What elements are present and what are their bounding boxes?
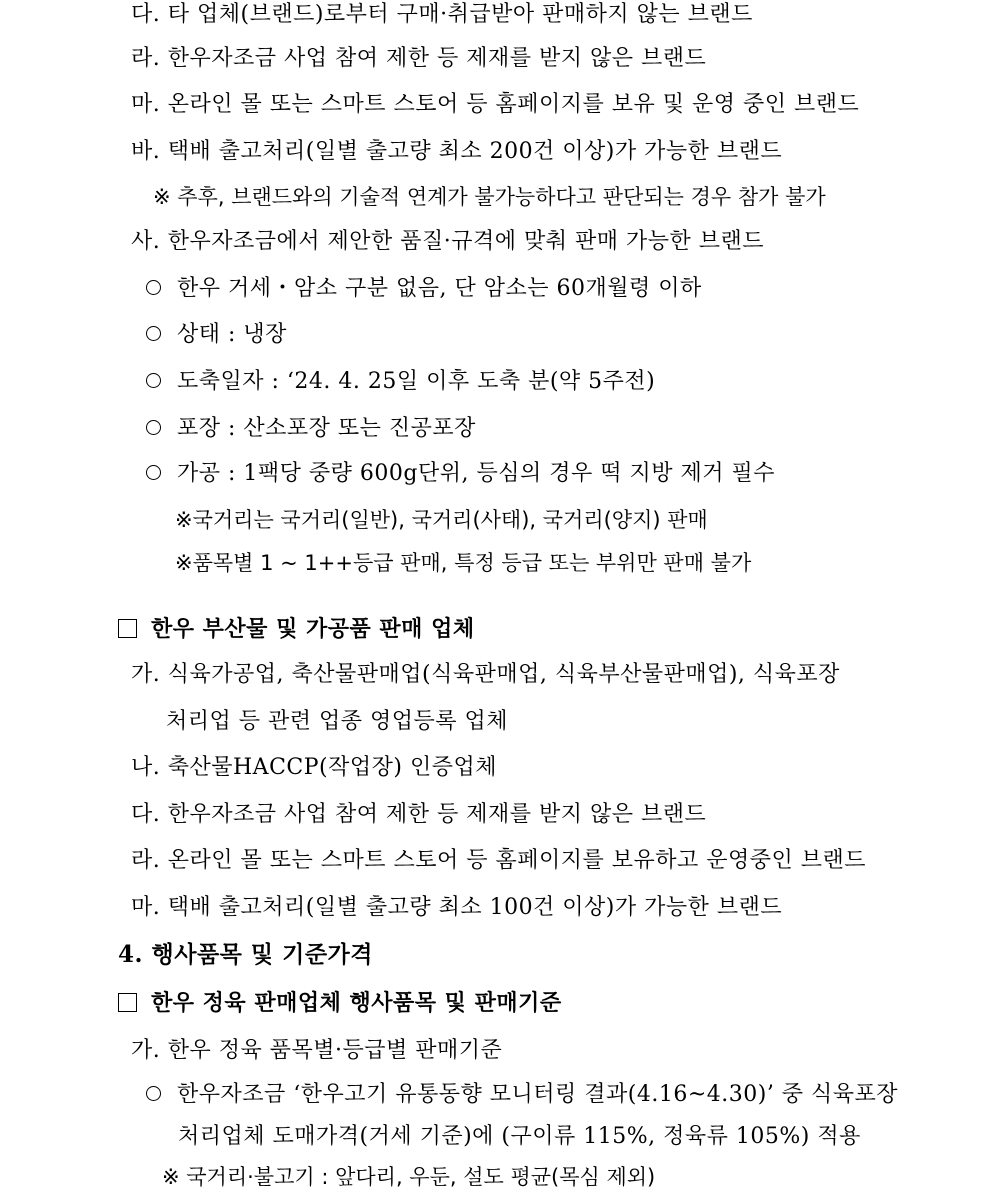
spec-note-grade: ※품목별 1 ~ 1++등급 판매, 특정 등급 또는 부위만 판매 불가 xyxy=(175,551,752,575)
section-header-byproducts xyxy=(118,614,475,644)
spec-text: 한우자조금 ‘한우고기 유통동향 모니터링 결과(4.16~4.30)’ 중 식육포장 xyxy=(177,1082,899,1107)
circle-bullet-icon xyxy=(146,280,161,295)
circle-bullet-icon xyxy=(146,326,161,341)
spec-item-packaging xyxy=(146,414,476,444)
checkbox-square-icon xyxy=(118,619,137,638)
meat-price-rule-cont: 처리업체 도매가격(거세 기준)에 (구이류 115%, 정육류 105%) 적용 xyxy=(178,1124,861,1149)
criteria-note: ※ 추후, 브랜드와의 기술적 연계가 불가능하다고 판단되는 경우 참가 불가 xyxy=(153,185,826,209)
byproduct-item-ga: 가. 식육가공업, 축산물판매업(식육판매업, 식육부산물판매업), 식육포장 xyxy=(131,662,840,687)
spec-note-soup: ※국거리는 국거리(일반), 국거리(사태), 국거리(양지) 판매 xyxy=(175,508,708,532)
spec-text: 도축일자 : ‘24. 4. 25일 이후 도축 분(약 5주전) xyxy=(177,369,656,394)
criteria-item-ma: 마. 온라인 몰 또는 스마트 스토어 등 홈페이지를 보유 및 운영 중인 브랜드 xyxy=(131,92,860,117)
circle-bullet-icon xyxy=(146,373,161,388)
byproduct-item-ma: 마. 택배 출고처리(일별 출고량 최소 100건 이상)가 가능한 브랜드 xyxy=(131,895,783,920)
criteria-item-ra: 라. 한우자조금 사업 참여 제한 등 제재를 받지 않은 브랜드 xyxy=(131,46,707,71)
checkbox-square-icon xyxy=(118,993,137,1012)
criteria-item-da: 다. 타 업체(브랜드)로부터 구매·취급받아 판매하지 않는 브랜드 xyxy=(131,2,753,27)
section-header-text: 한우 정육 판매업체 행사품목 및 판매기준 xyxy=(151,990,562,1016)
spec-text: 한우 거세・암소 구분 없음, 단 암소는 60개월령 이하 xyxy=(177,276,702,301)
byproduct-item-na: 나. 축산물HACCP(작업장) 인증업체 xyxy=(131,755,497,780)
meat-item-ga: 가. 한우 정육 품목별·등급별 판매기준 xyxy=(131,1038,503,1063)
criteria-item-sa: 사. 한우자조금에서 제안한 품질·규격에 맞춰 판매 가능한 브랜드 xyxy=(131,229,764,254)
spec-text: 가공 : 1팩당 중량 600g단위, 등심의 경우 떡 지방 제거 필수 xyxy=(177,461,775,486)
criteria-item-ba: 바. 택배 출고처리(일별 출고량 최소 200건 이상)가 가능한 브랜드 xyxy=(131,139,783,164)
circle-bullet-icon xyxy=(146,465,161,480)
spec-text: 포장 : 산소포장 또는 진공포장 xyxy=(177,416,476,441)
meat-price-rule xyxy=(146,1080,898,1110)
byproduct-item-ga-cont: 처리업 등 관련 업종 영업등록 업체 xyxy=(166,709,508,734)
spec-item-processing xyxy=(146,459,775,489)
byproduct-item-ra: 라. 온라인 몰 또는 스마트 스토어 등 홈페이지를 보유하고 운영중인 브랜드 xyxy=(131,848,866,873)
circle-bullet-icon xyxy=(146,1086,161,1101)
spec-item-grade xyxy=(146,274,702,304)
section-header-text: 한우 부산물 및 가공품 판매 업체 xyxy=(151,616,475,642)
byproduct-item-da: 다. 한우자조금 사업 참여 제한 등 제재를 받지 않은 브랜드 xyxy=(131,802,707,827)
circle-bullet-icon xyxy=(146,420,161,435)
section-title: 4. 행사품목 및 기준가격 xyxy=(118,941,373,968)
spec-item-slaughter-date xyxy=(146,367,655,397)
meat-price-note: ※ 국거리·불고기 : 앞다리, 우둔, 설도 평균(목심 제외) xyxy=(162,1165,656,1189)
spec-text: 상태 : 냉장 xyxy=(177,322,287,347)
spec-item-state xyxy=(146,320,287,350)
section-header-meat xyxy=(118,988,562,1018)
